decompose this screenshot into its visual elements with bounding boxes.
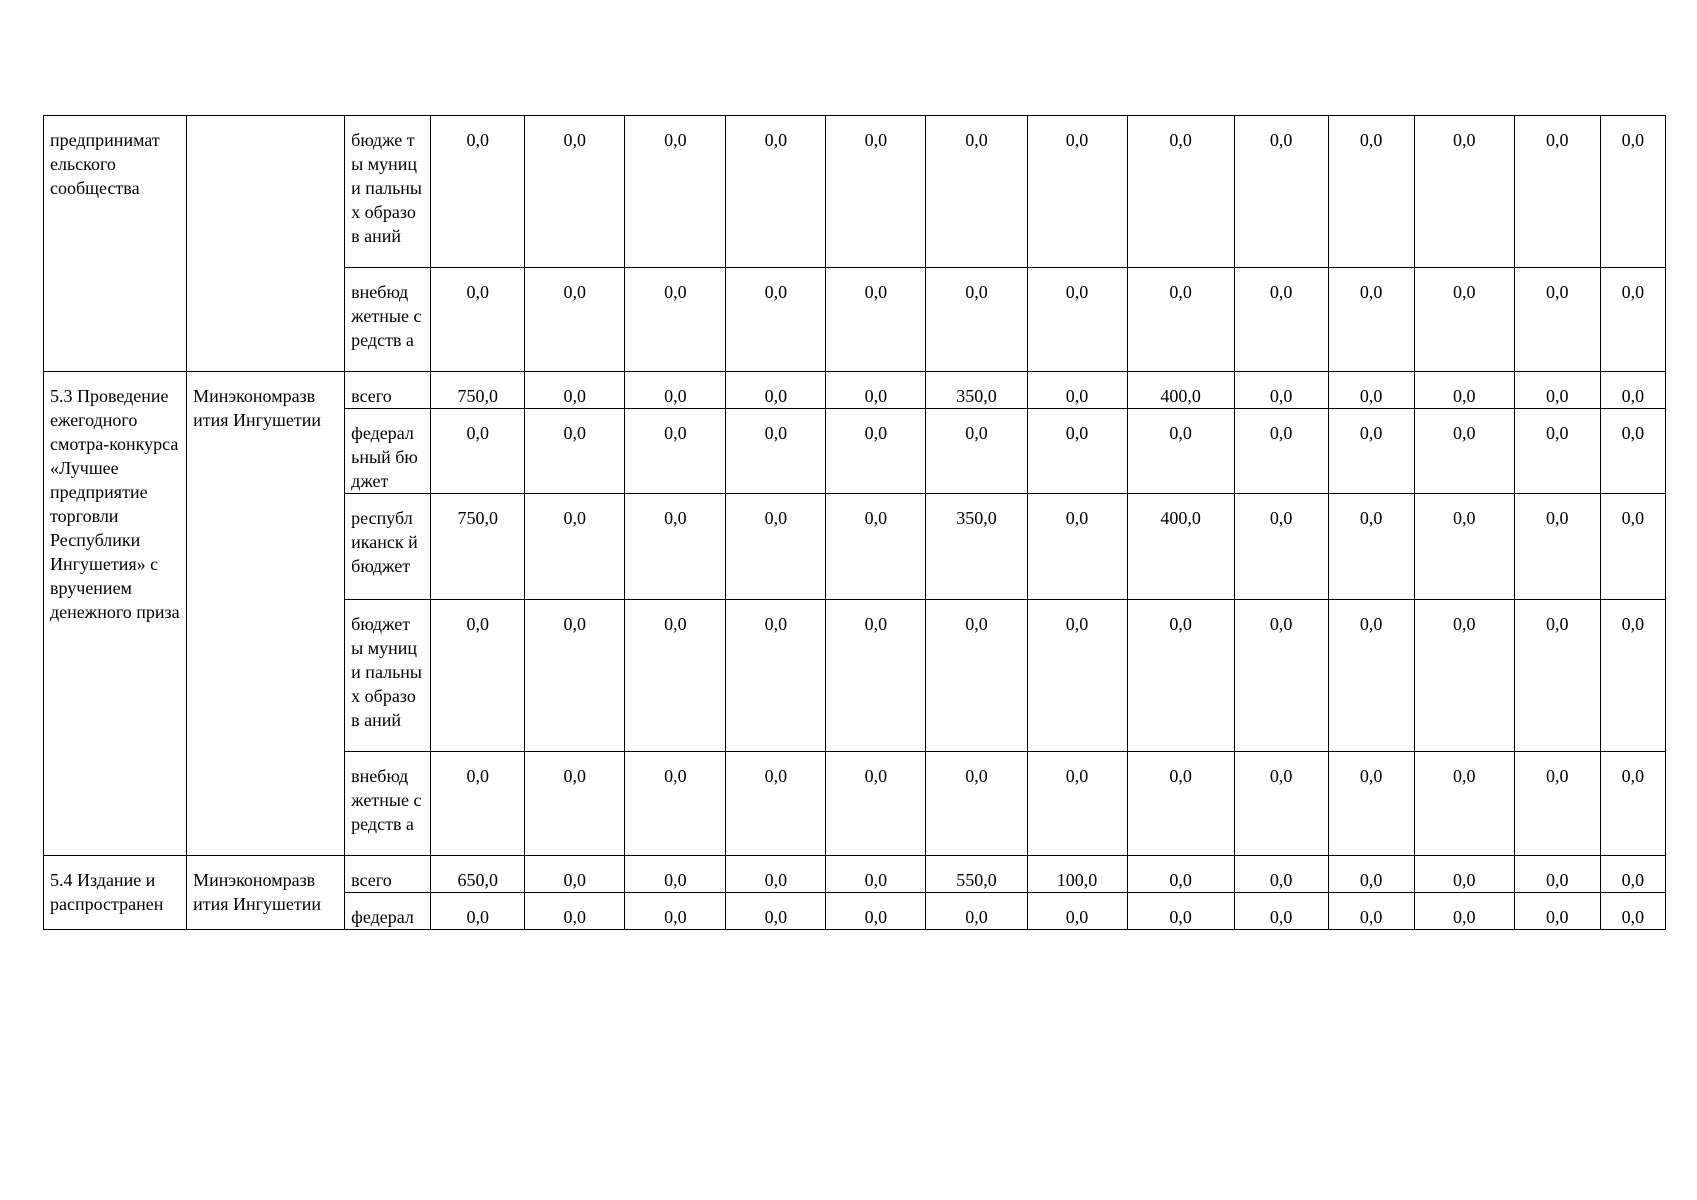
value-cell: 0,0 [625,268,726,372]
value-cell: 0,0 [1027,893,1127,930]
value-cell: 0,0 [525,409,625,494]
value-cell: 0,0 [726,268,826,372]
value-cell: 400,0 [1127,494,1234,600]
value-cell: 0,0 [826,409,926,494]
value-cell: 0,0 [1414,409,1514,494]
value-cell: 0,0 [726,372,826,409]
value-cell: 0,0 [1414,494,1514,600]
value-cell: 0,0 [1328,116,1414,268]
value-cell: 0,0 [431,893,525,930]
value-cell: 0,0 [625,372,726,409]
value-cell: 0,0 [1514,268,1600,372]
value-cell: 0,0 [1027,268,1127,372]
budget-table [43,115,1666,930]
value-cell: 0,0 [1127,752,1234,856]
value-cell: 0,0 [1514,856,1600,893]
value-cell: 650,0 [431,856,525,893]
value-cell: 0,0 [625,856,726,893]
value-cell: 0,0 [1234,268,1328,372]
funding-source-cell: федерал ьный бюджет [345,409,431,494]
value-cell: 0,0 [431,268,525,372]
value-cell: 0,0 [1514,409,1600,494]
value-cell: 0,0 [1328,893,1414,930]
value-cell: 0,0 [1234,752,1328,856]
activity-name-cell: предпринимат ельского сообщества [44,116,187,372]
value-cell: 0,0 [726,494,826,600]
value-cell: 400,0 [1127,372,1234,409]
value-cell: 0,0 [1127,893,1234,930]
value-cell: 0,0 [926,752,1027,856]
value-cell: 0,0 [926,600,1027,752]
value-cell: 0,0 [431,116,525,268]
value-cell: 0,0 [525,116,625,268]
value-cell: 0,0 [1234,856,1328,893]
value-cell: 0,0 [1514,752,1600,856]
value-cell: 0,0 [1600,494,1665,600]
value-cell: 0,0 [1600,856,1665,893]
value-cell: 0,0 [1514,494,1600,600]
value-cell: 0,0 [525,752,625,856]
value-cell: 0,0 [1234,893,1328,930]
value-cell: 0,0 [1027,116,1127,268]
value-cell: 350,0 [926,372,1027,409]
value-cell: 0,0 [826,268,926,372]
value-cell: 0,0 [431,600,525,752]
value-cell: 0,0 [1127,268,1234,372]
value-cell: 0,0 [1600,893,1665,930]
value-cell: 0,0 [1027,600,1127,752]
value-cell: 0,0 [625,494,726,600]
value-cell: 0,0 [1600,409,1665,494]
value-cell: 350,0 [926,494,1027,600]
value-cell: 0,0 [1127,116,1234,268]
value-cell: 0,0 [726,893,826,930]
value-cell: 0,0 [1234,409,1328,494]
value-cell: 0,0 [726,116,826,268]
value-cell: 0,0 [525,372,625,409]
table-row [44,372,1666,409]
value-cell: 0,0 [1600,116,1665,268]
value-cell: 0,0 [1328,752,1414,856]
funding-source-cell: бюдже ты муници пальных образов аний [345,116,431,268]
value-cell: 0,0 [1127,856,1234,893]
value-cell: 0,0 [826,372,926,409]
funding-source-cell: республ иканск й бюджет [345,494,431,600]
funding-source-cell: федерал [345,893,431,930]
value-cell: 0,0 [1514,116,1600,268]
value-cell: 0,0 [525,600,625,752]
value-cell: 0,0 [1027,494,1127,600]
value-cell: 0,0 [1600,752,1665,856]
value-cell: 0,0 [1414,600,1514,752]
value-cell: 750,0 [431,494,525,600]
value-cell: 0,0 [431,409,525,494]
executor-cell [187,116,345,372]
value-cell: 0,0 [1328,600,1414,752]
funding-source-cell: бюджет ы муници пальных образов аний [345,600,431,752]
value-cell: 0,0 [625,752,726,856]
value-cell: 0,0 [926,409,1027,494]
value-cell: 0,0 [826,752,926,856]
funding-source-cell: внебюд жетные средств а [345,268,431,372]
value-cell: 0,0 [726,752,826,856]
value-cell: 0,0 [726,856,826,893]
value-cell: 0,0 [1600,372,1665,409]
value-cell: 750,0 [431,372,525,409]
value-cell: 0,0 [1328,494,1414,600]
activity-name-cell: 5.3 Проведение ежегодного смотра-конкурса «Лучшее предприятие торговли Республики Ингушетия» с вручением денежного приза [44,372,187,856]
value-cell: 0,0 [625,116,726,268]
value-cell: 0,0 [1234,600,1328,752]
value-cell: 0,0 [1328,856,1414,893]
value-cell: 0,0 [1514,372,1600,409]
value-cell: 0,0 [1027,752,1127,856]
value-cell: 0,0 [525,494,625,600]
value-cell: 0,0 [1234,494,1328,600]
value-cell: 0,0 [625,409,726,494]
value-cell: 100,0 [1027,856,1127,893]
value-cell: 0,0 [1127,409,1234,494]
value-cell: 0,0 [525,893,625,930]
value-cell: 0,0 [726,409,826,494]
funding-source-cell: внебюд жетные средств а [345,752,431,856]
value-cell: 0,0 [525,268,625,372]
value-cell: 0,0 [1514,600,1600,752]
value-cell: 0,0 [1127,600,1234,752]
value-cell: 0,0 [1234,372,1328,409]
value-cell: 0,0 [926,116,1027,268]
table-row [44,116,1666,268]
value-cell: 0,0 [1328,372,1414,409]
value-cell: 0,0 [1234,116,1328,268]
value-cell: 0,0 [1414,893,1514,930]
value-cell: 0,0 [1414,752,1514,856]
value-cell: 0,0 [926,268,1027,372]
value-cell: 0,0 [1414,856,1514,893]
value-cell: 0,0 [826,856,926,893]
value-cell: 0,0 [1514,893,1600,930]
value-cell: 0,0 [431,752,525,856]
funding-source-cell: всего [345,856,431,893]
value-cell: 0,0 [1414,116,1514,268]
value-cell: 0,0 [826,893,926,930]
value-cell: 550,0 [926,856,1027,893]
value-cell: 0,0 [1027,409,1127,494]
value-cell: 0,0 [1027,372,1127,409]
value-cell: 0,0 [1600,600,1665,752]
value-cell: 0,0 [625,893,726,930]
value-cell: 0,0 [826,116,926,268]
table-row [44,856,1666,893]
value-cell: 0,0 [726,600,826,752]
activity-name-cell: 5.4 Издание и распространен [44,856,187,930]
value-cell: 0,0 [1600,268,1665,372]
value-cell: 0,0 [1328,409,1414,494]
value-cell: 0,0 [625,600,726,752]
funding-source-cell: всего [345,372,431,409]
value-cell: 0,0 [826,600,926,752]
value-cell: 0,0 [525,856,625,893]
executor-cell: Минэкономразв ития Ингушетии [187,372,345,856]
value-cell: 0,0 [1414,372,1514,409]
value-cell: 0,0 [1328,268,1414,372]
value-cell: 0,0 [826,494,926,600]
value-cell: 0,0 [926,893,1027,930]
executor-cell: Минэкономразв ития Ингушетии [187,856,345,930]
value-cell: 0,0 [1414,268,1514,372]
